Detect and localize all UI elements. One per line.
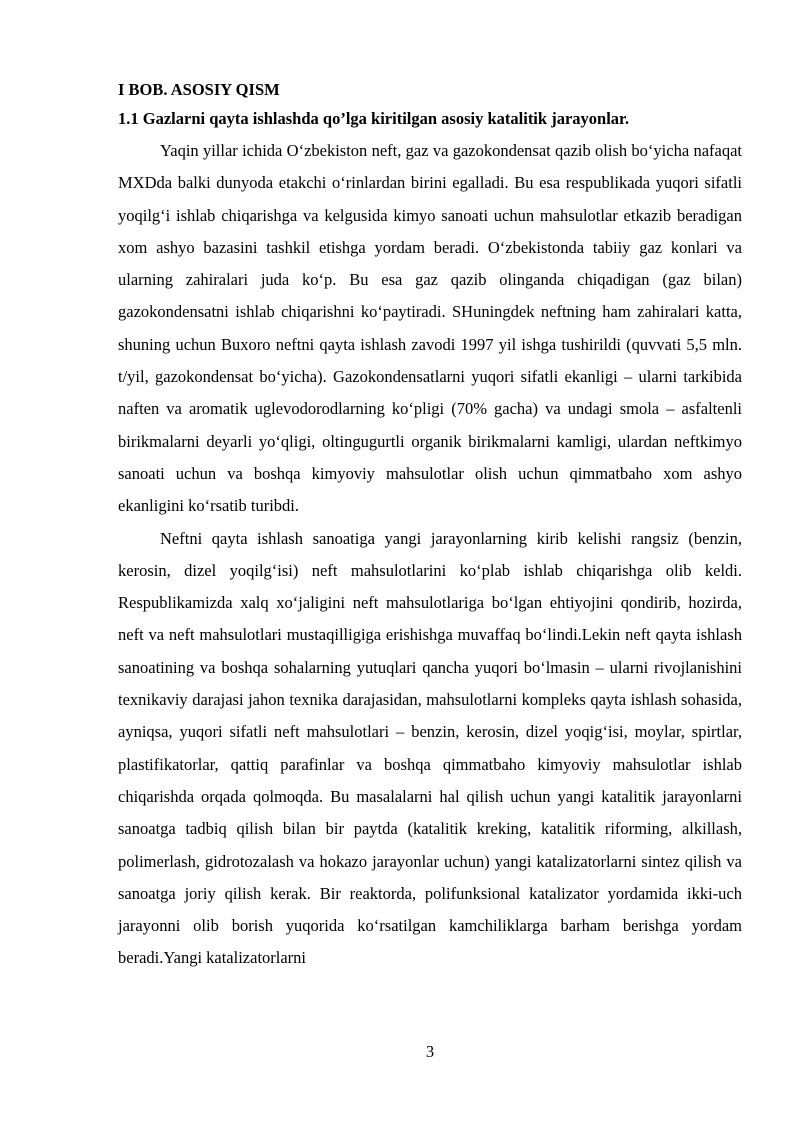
- body-paragraph-1: Yaqin yillar ichida O‘zbekiston neft, gaz va gazokondensat qazib olish bo‘yicha nafaqat MXDda balki dunyoda etakchi o‘rinlardan birini egalladi. Bu esa respublikada yuqori sifatli yoqilg‘i ishlab chiqarishga va kelgusida kimyo sanoati uchun mahsulotlar etkazib beradigan xom ashyo bazasini tashkil etishga yordam beradi. O‘zbekistonda tabiiy gaz konlari va ularning zahiralari juda ko‘p. Bu esa gaz qazib olinganda chiqadigan (gaz bilan) gazokondensatni ishlab chiqarishni ko‘paytiradi. SHuningdek neftning ham zahiralari katta, shuning uchun Buxoro neftni qayta ishlash zavodi 1997 yil ishga tushirildi (quvvati 5,5 mln. t/yil, gazokondensat bo‘yicha). Gazokondensatlarni yuqori sifatli ekanligi – ularni tarkibida naften va aromatik uglevodorodlarning ko‘pligi (70% gacha) va undagi smola – asfaltenli birikmalarni deyarli yo‘qligi, oltingugurtli organik birikmalarni kamligi, ulardan neftkimyo sanoati uchun va boshqa kimyoviy mahsulotlar olish uchun qimmatbaho xom ashyo ekanligini ko‘rsatib turibdi.: [118, 141, 742, 516]
- section-title: 1.1 Gazlarni qayta ishlashda qo’lga kiritilgan asosiy katalitik jarayonlar.: [118, 109, 629, 128]
- page-number: 3: [425, 1042, 435, 1061]
- page-content: [118, 75, 742, 975]
- body-paragraph-2: Neftni qayta ishlash sanoatiga yangi jarayonlarning kirib kelishi rangsiz (benzin, kerosin, dizel yoqilg‘isi) neft mahsulotlarini ko‘plab ishlab chiqarishga olib keldi. Respublikamizda xalq xo‘jaligini neft mahsulotlariga bo‘lgan ehtiyojini qondirib, hozirda, neft va neft mahsulotlari mustaqilligiga erishishga muvaffaq bo‘lindi.Lekin neft qayta ishlash sanoatining va boshqa sohalarning yutuqlari qancha yuqori bo‘lmasin – ularni rivojlanishini texnikaviy darajasi jahon texnika darajasidan, mahsulotlarni kompleks qayta ishlash sohasida, ayniqsa, yuqori sifatli neft mahsulotlari – benzin, kerosin, dizel yoqig‘isi, moylar, spirtlar, plastifikatorlar, qattiq parafinlar va boshqa qimmatbaho kimyoviy mahsulotlar ishlab chiqarishda orqada qolmoqda. Bu masalalarni hal qilish uchun yangi katalitik jarayonlarni sanoatga tadbiq qilish bilan bir paytda (katalitik kreking, katalitik riforming, alkillash, polimerlash, gidrotozalash va hokazo jarayonlar uchun) yangi katalizatorlarni sintez qilish va sanoatga joriy qilish kerak. Bir reaktorda, polifunksional katalizator yordamida ikki-uch jarayonni olib borish yuqorida ko‘rsatilgan kamchiliklarga barham berishga yordam beradi.Yangi katalizatorlarni: [118, 528, 742, 968]
- chapter-title: I BOB. ASOSIY QISM: [118, 80, 280, 99]
